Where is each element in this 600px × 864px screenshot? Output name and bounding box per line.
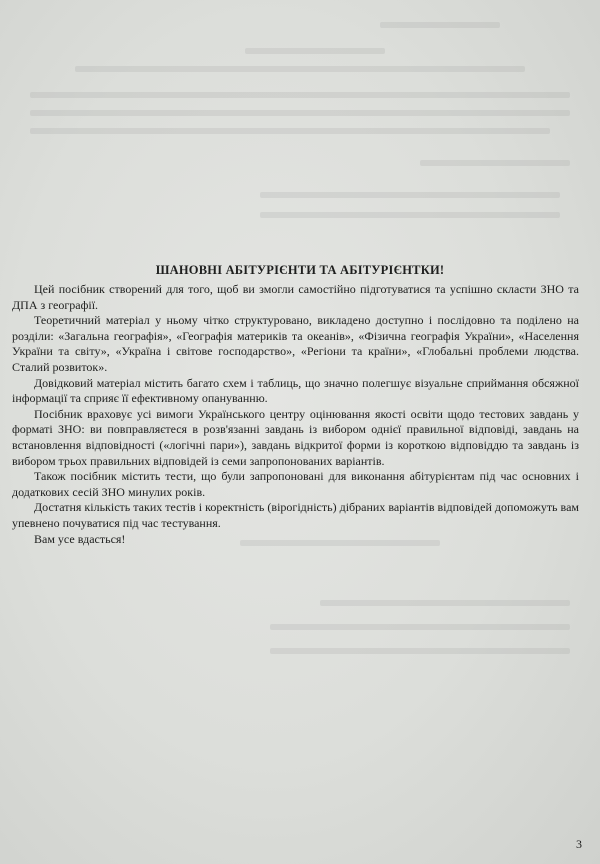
paragraph: Теоретичний матеріал у ньому чітко структуровано, викладено доступно і послідовно та поділено на розділи: «Загальна географія», «Географія материків та океанів», «Фізична географія України», «Населення України та світу», «Україна і світове господарство», «Регіони та країни», «Глобальні проблеми людства. Сталий розвиток». xyxy=(12,313,579,374)
bleed-through-line xyxy=(75,66,525,72)
paragraph: Достатня кількість таких тестів і коректність (вірогідність) дібраних варіантів відповідей допоможуть вам упевнено почуватися під час тестування. xyxy=(12,500,579,530)
bleed-through-line xyxy=(245,48,385,54)
bleed-through-line xyxy=(320,600,570,606)
bleed-through-line xyxy=(420,160,570,166)
bleed-through-line xyxy=(30,92,570,98)
paragraph: Довідковий матеріал містить багато схем і таблиць, що значно полегшує візуальне сприймання обсяжної інформації та сприяє її ефективному опануванню. xyxy=(12,375,579,406)
document-body xyxy=(12,282,579,547)
bleed-through-line xyxy=(270,624,570,630)
bleed-through-line xyxy=(380,22,500,28)
paragraph: Посібник враховує усі вимоги Українського центру оцінювання якості освіти щодо тестових завдань у форматі ЗНО: ви повправляєтеся в розв'язанні завдань із вибором однієї правильної відповіді, завдань на встановлення відповідності («логічні пари»), завдань відкритої форми із короткою відповіддю та завдань із вибором трьох правильних відповідей із семи запропонованих варіантів. xyxy=(12,406,579,468)
bleed-through-line xyxy=(260,192,560,198)
paragraph: Цей посібник створений для того, щоб ви змогли самостійно підготуватися та успішно скласти ЗНО та ДПА з географії. xyxy=(12,282,579,312)
bleed-through-line xyxy=(270,648,570,654)
paragraph: Також посібник містить тести, що були запропоновані для виконання абітурієнтам під час основних і додаткових сесій ЗНО минулих років. xyxy=(12,469,579,499)
bleed-through-line xyxy=(260,212,560,218)
page-title: ШАНОВНІ АБІТУРІЄНТИ ТА АБІТУРІЄНТКИ! xyxy=(155,263,445,277)
paragraph: Вам усе вдасться! xyxy=(34,531,126,546)
page-number: 3 xyxy=(576,837,582,851)
bleed-through-line xyxy=(30,128,550,134)
bleed-through-line xyxy=(30,110,570,116)
